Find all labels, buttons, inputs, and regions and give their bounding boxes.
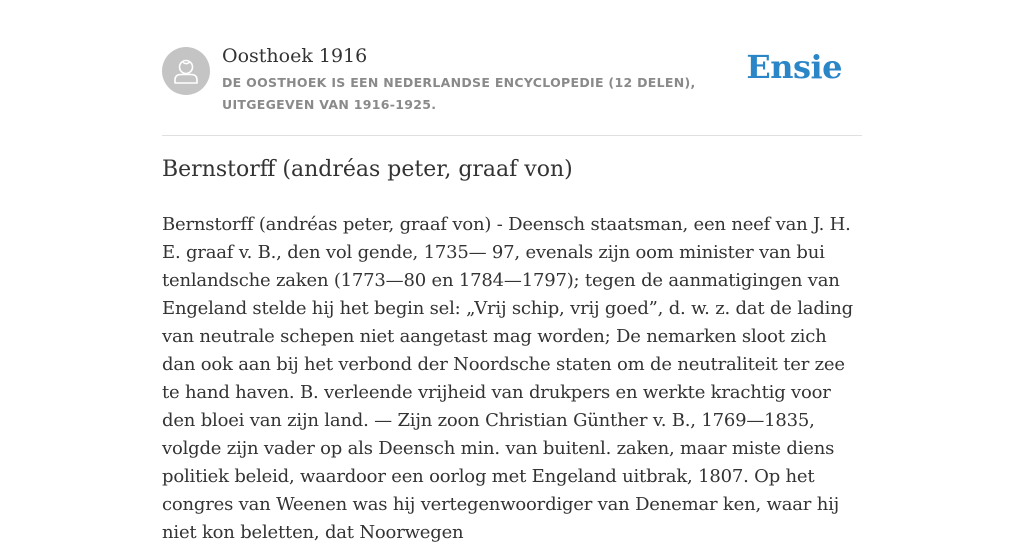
- source-header: [162, 0, 862, 136]
- ensie-logo[interactable]: Ensie: [746, 48, 842, 86]
- page-container: [162, 0, 862, 543]
- article-body: Bernstorff (andréas peter, graaf von) - Deensch staatsman, een neef van J. H. E. graaf v. B., den vol gende, 1735— 97, evenals zijn oom minister van bui tenlandsche zaken (1773—80 en 1784—1797); tegen de aanmatigingen van Engeland stelde hij het begin sel: „Vrij schip, vrij goed”, d. w. z. dat de lading van neutrale schepen niet aangetast mag worden; De nemarken sloot zich dan ook aan bij het verbond der Noordsche staten om de neutraliteit ter zee te hand haven. B. verleende vrijheid van drukpers en werkte krachtig voor den bloei van zijn land. — Zijn zoon Christian Günther v. B., 1769—1835, volgde zijn vader op als Deensch min. van buitenl. zaken, maar miste diens politiek beleid, waardoor een oorlog met Engeland uitbrak, 1807. Op het congres van Weenen was hij vertegenwoordiger van Denemar ken, waar hij niet kon beletten, dat Noorwegen: [162, 214, 853, 543]
- user-silhouette-icon: [162, 47, 210, 95]
- source-description: DE OOSTHOEK IS EEN NEDERLANDSE ENCYCLOPEDIE (12 DELEN), UITGEGEVEN VAN 1916-1925.: [222, 75, 696, 112]
- avatar[interactable]: [162, 47, 210, 95]
- source-name[interactable]: Oosthoek 1916: [222, 45, 368, 67]
- article-title: Bernstorff (andréas peter, graaf von): [162, 157, 573, 182]
